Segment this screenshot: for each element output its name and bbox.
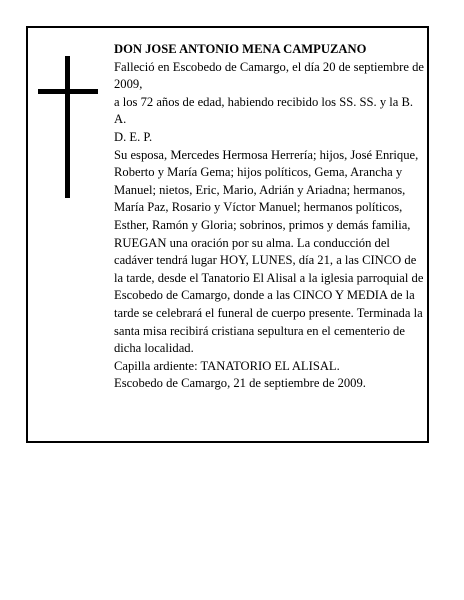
latin-cross-icon <box>38 56 98 198</box>
age-sacraments: a los 72 años de edad, habiendo recibido los SS. SS. y la B. A. <box>114 94 414 127</box>
death-place-date: Falleció en Escobedo de Camargo, el día 20 de septiembre de 2009, <box>114 59 424 92</box>
obituary-text <box>114 41 424 393</box>
cross-vertical-bar <box>65 56 70 198</box>
family-list: Su esposa, Mercedes Hermosa Herrería; hijos, José Enrique, Roberto y María Gema; hijos políticos, Gema, Arancha y Manuel; nietos, Eric, Mario, Adrián y Ariadna; hermanos, María Paz, Rosario y Víctor Manuel; hermanos políticos, Esther, Ramón y Gloria; sobrinos, primos y demás familia, <box>114 147 419 232</box>
chapel-of-rest: Capilla ardiente: TANATORIO EL ALISAL. <box>114 358 340 373</box>
cross-horizontal-bar <box>38 89 98 94</box>
deceased-name: DON JOSE ANTONIO MENA CAMPUZANO <box>114 42 367 56</box>
funeral-details: RUEGAN una oración por su alma. La conducción del cadáver tendrá lugar HOY, LUNES, día 21, a las CINCO de la tarde, desde el Tanatorio El Alisal a la iglesia parroquial de Escobedo de Camargo, donde a las CINCO Y MEDIA de la tarde se celebrará el funeral de cuerpo presente. Terminada la santa misa recibirá cristiana sepultura en el cementerio de dicha localidad. <box>114 235 424 356</box>
place-date-footer: Escobedo de Camargo, 21 de septiembre de 2009. <box>114 376 366 391</box>
obituary-notice <box>26 26 429 443</box>
rest-in-peace: D. E. P. <box>114 129 153 144</box>
